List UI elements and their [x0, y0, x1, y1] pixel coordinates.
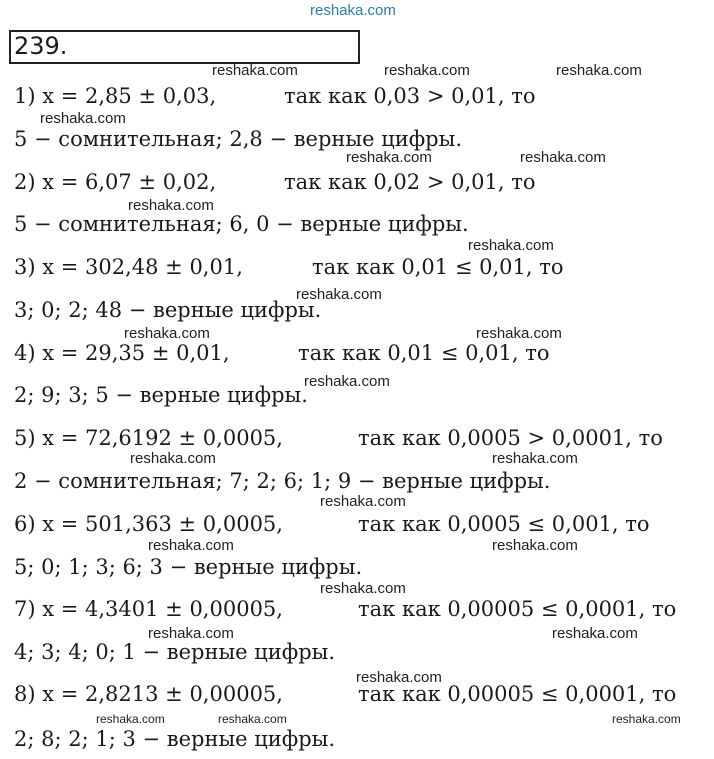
watermark: reshaka.com — [130, 450, 216, 467]
watermark: reshaka.com — [552, 625, 638, 642]
item-expression: 3) x = 302,48 ± 0,01, — [14, 255, 243, 279]
item-result: 2; 9; 3; 5 − верные цифры. — [14, 383, 308, 407]
watermark: reshaka.com — [612, 712, 681, 726]
watermark: reshaka.com — [556, 62, 642, 79]
problem-number: 239. — [14, 32, 68, 60]
item-result: 2 − сомнительная; 7; 2; 6; 1; 9 − верные цифры. — [14, 469, 551, 493]
item-expression: 7) x = 4,3401 ± 0,00005, — [14, 597, 283, 621]
item-condition: так как 0,0005 > 0,0001, то — [358, 426, 663, 450]
item-expression: 4) x = 29,35 ± 0,01, — [14, 341, 230, 365]
watermark: reshaka.com — [476, 325, 562, 342]
item-expression: 1) x = 2,85 ± 0,03, — [14, 84, 217, 108]
item-expression: 6) x = 501,363 ± 0,0005, — [14, 512, 283, 536]
watermark: reshaka.com — [346, 149, 432, 166]
item-condition: так как 0,01 ≤ 0,01, то — [298, 341, 550, 365]
watermark: reshaka.com — [520, 149, 606, 166]
watermark-top: reshaka.com — [310, 2, 396, 19]
watermark: reshaka.com — [320, 580, 406, 597]
watermark: reshaka.com — [40, 110, 126, 127]
watermark: reshaka.com — [148, 537, 234, 554]
watermark: reshaka.com — [212, 62, 298, 79]
item-result: 5 − сомнительная; 2,8 − верные цифры. — [14, 127, 462, 151]
watermark: reshaka.com — [492, 450, 578, 467]
watermark: reshaka.com — [468, 237, 554, 254]
watermark: reshaka.com — [148, 625, 234, 642]
item-result: 5; 0; 1; 3; 6; 3 − верные цифры. — [14, 555, 363, 579]
item-condition: так как 0,00005 ≤ 0,0001, то — [358, 682, 677, 706]
watermark: reshaka.com — [304, 373, 390, 390]
item-condition: так как 0,03 > 0,01, то — [284, 84, 536, 108]
watermark: reshaka.com — [356, 669, 442, 686]
watermark: reshaka.com — [384, 62, 470, 79]
item-condition: так как 0,01 ≤ 0,01, то — [312, 255, 564, 279]
watermark: reshaka.com — [128, 197, 214, 214]
item-result: 5 − сомнительная; 6, 0 − верные цифры. — [14, 212, 469, 236]
watermark: reshaka.com — [218, 712, 287, 726]
item-expression: 5) x = 72,6192 ± 0,0005, — [14, 426, 283, 450]
item-expression: 2) x = 6,07 ± 0,02, — [14, 170, 217, 194]
item-condition: так как 0,02 > 0,01, то — [284, 170, 536, 194]
watermark: reshaka.com — [320, 493, 406, 510]
watermark: reshaka.com — [96, 712, 165, 726]
watermark: reshaka.com — [124, 325, 210, 342]
watermark: reshaka.com — [296, 286, 382, 303]
watermark: reshaka.com — [492, 537, 578, 554]
item-result: 4; 3; 4; 0; 1 − верные цифры. — [14, 640, 336, 664]
item-result: 2; 8; 2; 1; 3 − верные цифры. — [14, 727, 336, 751]
item-result: 3; 0; 2; 48 − верные цифры. — [14, 298, 322, 322]
item-expression: 8) x = 2,8213 ± 0,00005, — [14, 682, 283, 706]
item-condition: так как 0,0005 ≤ 0,001, то — [358, 512, 650, 536]
item-condition: так как 0,00005 ≤ 0,0001, то — [358, 597, 677, 621]
